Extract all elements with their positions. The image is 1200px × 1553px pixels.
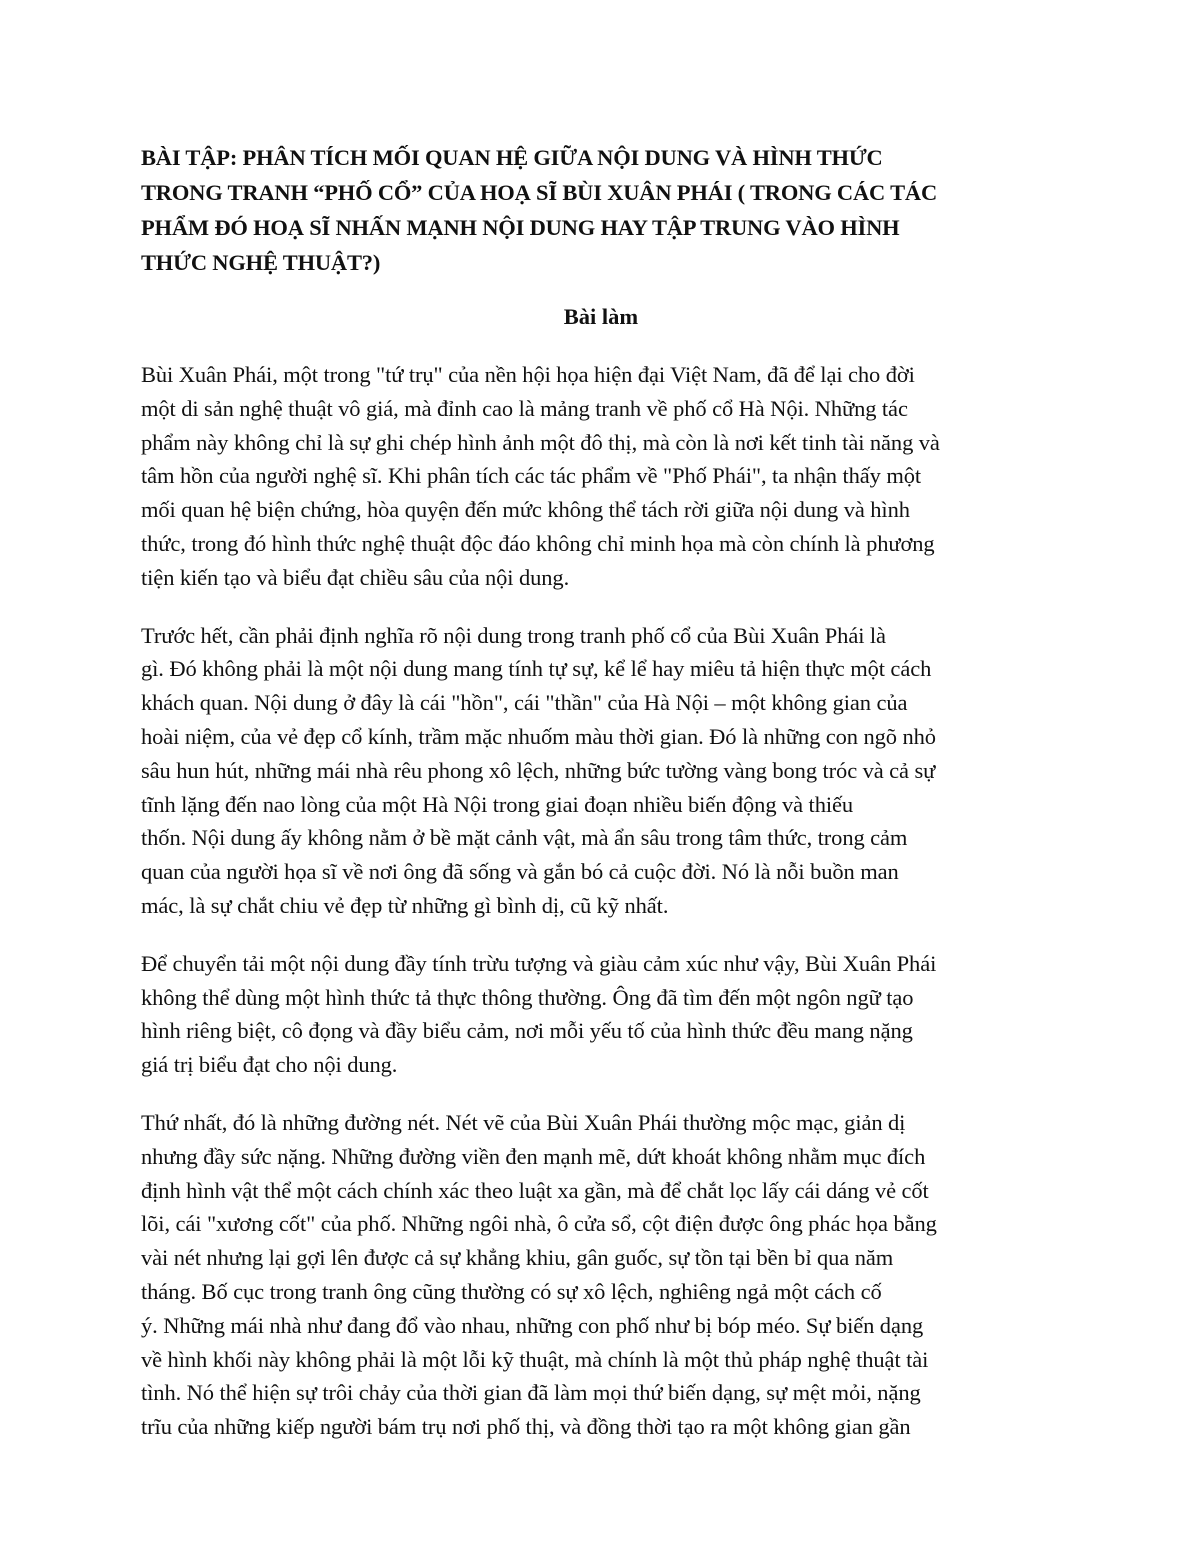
document-subtitle: Bài làm <box>563 304 639 329</box>
paragraph: Để chuyển tải một nội dung đầy tính trừu tượng và giàu cảm xúc như vậy, Bùi Xuân Phái không thể dùng một hình thức tả thực thông thường. Ông đã tìm đến một ngôn ngữ tạo hình riêng biệt, cô đọng và đầy biểu cảm, nơi mỗi yếu tố của hình thức đều mang nặng giá trị biểu đạt cho nội dung. <box>141 950 937 1078</box>
paragraph: Thứ nhất, đó là những đường nét. Nét vẽ của Bùi Xuân Phái thường mộc mạc, giản dị nhưng đầy sức nặng. Những đường viền đen mạnh mẽ, dứt khoát không nhằm mục đích định hình vật thể một cách chính xác theo luật xa gần, mà để chắt lọc lấy cái dáng vẻ cốt lõi, cái "xương cốt" của phố. Những ngôi nhà, ô cửa sổ, cột điện được ông phác họa bằng vài nét nhưng lại gợi lên được cả sự khẳng khiu, gân guốc, sự tồn tại bền bỉ qua năm tháng. Bố cục trong tranh ông cũng thường có sự xô lệch, nghiêng ngả một cách cố ý. Những mái nhà như đang đổ vào nhau, những con phố như bị bóp méo. Sự biến dạng về hình khối này không phải là một lỗi kỹ thuật, mà chính là một thủ pháp nghệ thuật tài tình. Nó thể hiện sự trôi chảy của thời gian đã làm mọi thứ biến dạng, sự mệt mỏi, nặng trĩu của những kiếp người bám trụ nơi phố thị, và đồng thời tạo ra một không gian gần <box>141 1109 937 1440</box>
paragraph: Bùi Xuân Phái, một trong "tứ trụ" của nền hội họa hiện đại Việt Nam, đã để lại cho đời một di sản nghệ thuật vô giá, mà đỉnh cao là mảng tranh về phố cổ Hà Nội. Những tác phẩm này không chỉ là sự ghi chép hình ảnh một đô thị, mà còn là nơi kết tinh tài năng và tâm hồn của người nghệ sĩ. Khi phân tích các tác phẩm về "Phố Phái", ta nhận thấy một mối quan hệ biện chứng, hòa quyện đến mức không thể tách rời giữa nội dung và hình thức, trong đó hình thức nghệ thuật độc đáo không chỉ minh họa mà còn chính là phương tiện kiến tạo và biểu đạt chiều sâu của nội dung. <box>141 362 940 590</box>
document-page <box>141 140 1061 1444</box>
paragraph: Trước hết, cần phải định nghĩa rõ nội dung trong tranh phố cổ của Bùi Xuân Phái là gì. Đó không phải là một nội dung mang tính tự sự, kể lể hay miêu tả hiện thực một cách khách quan. Nội dung ở đây là cái "hồn", cái "thần" của Hà Nội – một không gian của hoài niệm, của vẻ đẹp cổ kính, trầm mặc nhuốm màu thời gian. Đó là những con ngõ nhỏ sâu hun hút, những mái nhà rêu phong xô lệch, những bức tường vàng bong tróc và cả sự tĩnh lặng đến nao lòng của một Hà Nội trong giai đoạn nhiều biến động và thiếu thốn. Nội dung ấy không nằm ở bề mặt cảnh vật, mà ẩn sâu trong tâm thức, trong cảm quan của người họa sĩ về nơi ông đã sống và gắn bó cả cuộc đời. Nó là nỗi buồn man mác, là sự chắt chiu vẻ đẹp từ những gì bình dị, cũ kỹ nhất. <box>141 622 936 918</box>
document-title: BÀI TẬP: PHÂN TÍCH MỐI QUAN HỆ GIỮA NỘI DUNG VÀ HÌNH THỨC TRONG TRANH “PHỐ CỔ” CỦA HOẠ SĨ BÙI XUÂN PHÁI ( TRONG CÁC TÁC PHẨM ĐÓ HOẠ SĨ NHẤN MẠNH NỘI DUNG HAY TẬP TRUNG VÀO HÌNH THỨC NGHỆ THUẬT?) <box>141 145 937 275</box>
